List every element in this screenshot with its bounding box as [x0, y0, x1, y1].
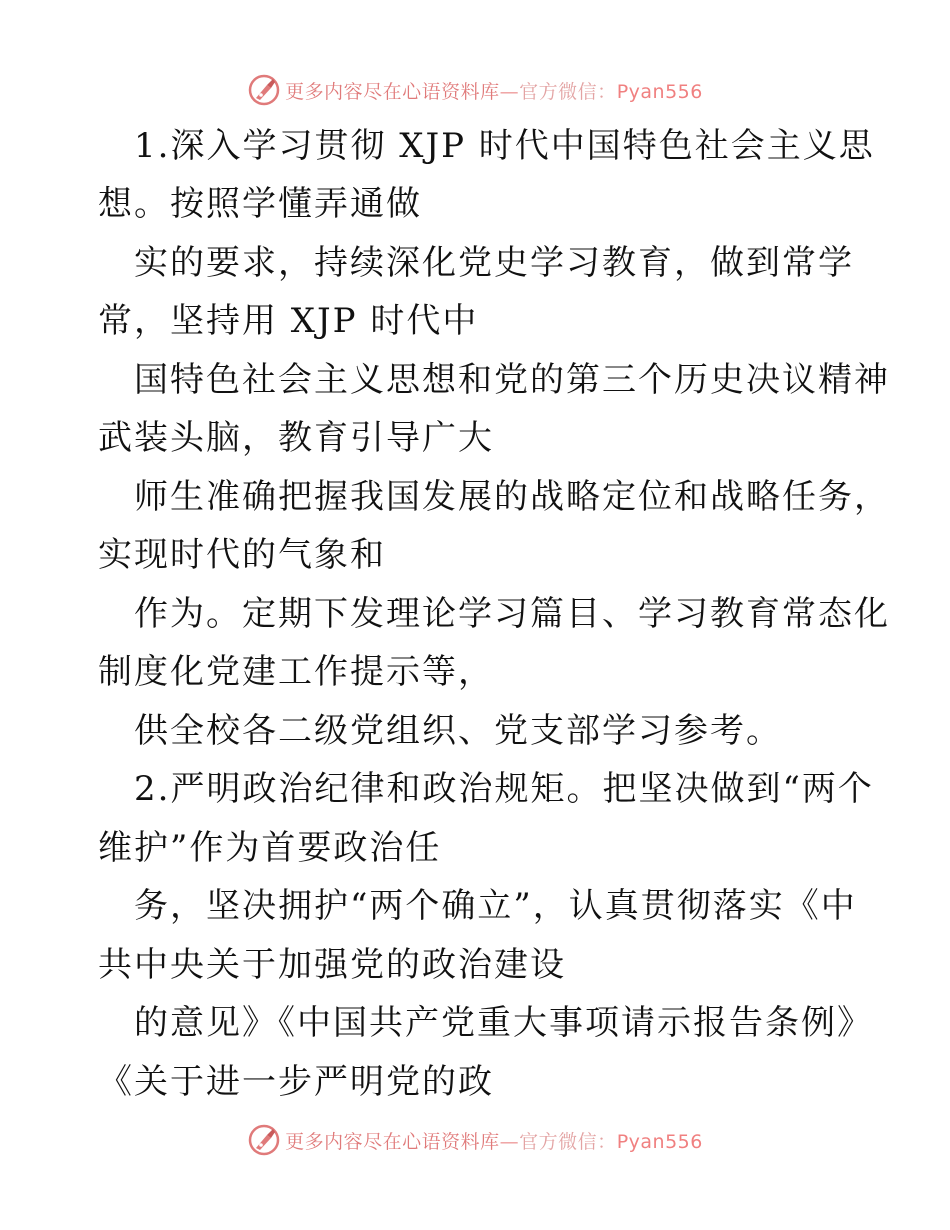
- watermark-wechat-label: 官方微信：: [519, 1130, 617, 1153]
- body-line: 供全校各二级党组织、党支部学习参考。: [134, 711, 782, 751]
- body-line: 2.严明政治纪律和政治规矩。把坚决做到“两个: [134, 769, 874, 809]
- body-line: 师生准确把握我国发展的战略定位和战略任务，: [134, 477, 890, 517]
- watermark-wechat-id: Pyan556: [616, 1130, 703, 1153]
- document-body: [0, 120, 950, 1110]
- watermark-dash: —: [499, 80, 520, 103]
- watermark-wechat-label: 官方微信：: [519, 80, 617, 103]
- body-line: 《关于进一步严明党的政: [98, 1062, 494, 1102]
- pen-nib-logo-icon: [247, 73, 281, 107]
- body-line: 实的要求，持续深化党史学习教育，做到常学: [134, 243, 854, 283]
- watermark-dash: —: [499, 1130, 520, 1153]
- body-line: 共中央关于加强党的政治建设: [98, 945, 566, 985]
- body-line: 常，坚持用 XJP 时代中: [98, 301, 479, 341]
- watermark-main-text: 更多内容尽在心语资料库: [285, 80, 500, 103]
- body-line: 1.深入学习贯彻 XJP 时代中国特色社会主义思: [134, 126, 875, 166]
- watermark-wechat-id: Pyan556: [616, 80, 703, 103]
- watermark-text: [285, 1127, 703, 1154]
- body-line: 制度化党建工作提示等，: [98, 652, 494, 692]
- body-line: 维护”作为首要政治任: [98, 828, 442, 868]
- body-line: 武装头脑，教育引导广大: [98, 418, 494, 458]
- body-line: 务，坚决拥护“两个确立”，认真贯彻落实《中: [134, 886, 857, 926]
- body-line: 的意见》《中国共产党重大事项请示报告条例》: [134, 1003, 873, 1043]
- watermark-main-text: 更多内容尽在心语资料库: [285, 1130, 500, 1153]
- pen-nib-logo-icon: [247, 1123, 281, 1157]
- body-line: 作为。定期下发理论学习篇目、学习教育常态化: [134, 594, 890, 634]
- body-line: 实现时代的气象和: [98, 535, 386, 575]
- body-line: 想。按照学懂弄通做: [98, 184, 422, 224]
- watermark-text: [285, 77, 703, 104]
- body-line: 国特色社会主义思想和党的第三个历史决议精神: [134, 360, 890, 400]
- header-watermark: [0, 70, 950, 110]
- footer-watermark: [0, 1120, 950, 1160]
